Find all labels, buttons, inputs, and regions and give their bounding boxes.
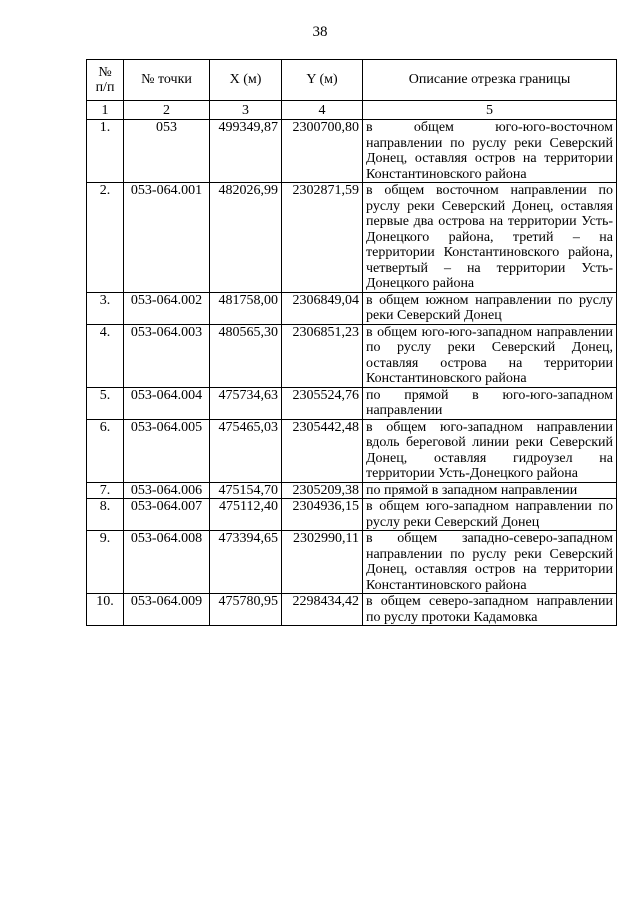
segment-description: в общем юго-юго-восточном направлении по руслу реки Северский Донец, оставляя остров на территории Константиновского района <box>363 120 617 183</box>
table-row <box>87 324 617 387</box>
table-row <box>87 120 617 183</box>
point-id: 053-064.009 <box>124 594 210 626</box>
x-coordinate: 475154,70 <box>210 482 282 499</box>
segment-description: в общем юго-юго-западном направлении по руслу реки Северский Донец, оставляя острова на территории Константиновского района <box>363 324 617 387</box>
x-coordinate: 481758,00 <box>210 292 282 324</box>
point-id: 053-064.008 <box>124 531 210 594</box>
row-number: 2. <box>87 183 124 293</box>
boundary-table <box>86 59 617 626</box>
x-coordinate: 499349,87 <box>210 120 282 183</box>
row-number: 4. <box>87 324 124 387</box>
point-id: 053-064.003 <box>124 324 210 387</box>
y-coordinate: 2302990,11 <box>282 531 363 594</box>
point-id: 053-064.007 <box>124 499 210 531</box>
table-row <box>87 183 617 293</box>
header-cell: № точки <box>124 60 210 101</box>
segment-description: в общем западно-северо-западном направлении по руслу реки Северский Донец, оставляя остров на территории Константиновского района <box>363 531 617 594</box>
point-id: 053 <box>124 120 210 183</box>
header-cell: Y (м) <box>282 60 363 101</box>
point-id: 053-064.005 <box>124 419 210 482</box>
point-id: 053-064.004 <box>124 387 210 419</box>
x-coordinate: 480565,30 <box>210 324 282 387</box>
x-coordinate: 473394,65 <box>210 531 282 594</box>
column-number-row <box>87 101 617 120</box>
segment-description: в общем юго-западном направлении по руслу реки Северский Донец <box>363 499 617 531</box>
column-number: 1 <box>87 101 124 120</box>
point-id: 053-064.006 <box>124 482 210 499</box>
y-coordinate: 2300700,80 <box>282 120 363 183</box>
segment-description: по прямой в западном направлении <box>363 482 617 499</box>
header-row <box>87 60 617 101</box>
page-number: 38 <box>312 24 328 40</box>
row-number: 10. <box>87 594 124 626</box>
column-number: 5 <box>363 101 617 120</box>
x-coordinate: 475734,63 <box>210 387 282 419</box>
row-number: 7. <box>87 482 124 499</box>
x-coordinate: 475112,40 <box>210 499 282 531</box>
column-number: 3 <box>210 101 282 120</box>
row-number: 6. <box>87 419 124 482</box>
point-id: 053-064.002 <box>124 292 210 324</box>
row-number: 1. <box>87 120 124 183</box>
row-number: 8. <box>87 499 124 531</box>
header-cell: № п/п <box>87 60 124 101</box>
table-row <box>87 531 617 594</box>
y-coordinate: 2305524,76 <box>282 387 363 419</box>
header-cell: Описание отрезка границы <box>363 60 617 101</box>
row-number: 9. <box>87 531 124 594</box>
y-coordinate: 2305442,48 <box>282 419 363 482</box>
y-coordinate: 2306851,23 <box>282 324 363 387</box>
row-number: 5. <box>87 387 124 419</box>
table-row <box>87 292 617 324</box>
y-coordinate: 2306849,04 <box>282 292 363 324</box>
table-row <box>87 419 617 482</box>
y-coordinate: 2305209,38 <box>282 482 363 499</box>
y-coordinate: 2302871,59 <box>282 183 363 293</box>
segment-description: в общем восточном направлении по руслу реки Северский Донец, оставляя первые два острова на территории Усть-Донецкого района, третий – на территории Константиновского района, четвертый – на территории Усть-Донецкого района <box>363 183 617 293</box>
table-row <box>87 482 617 499</box>
segment-description: в общем юго-западном направлении вдоль береговой линии реки Северский Донец, оставляя гидроузел на территории Усть-Донецкого района <box>363 419 617 482</box>
y-coordinate: 2298434,42 <box>282 594 363 626</box>
segment-description: в общем южном направлении по руслу реки Северский Донец <box>363 292 617 324</box>
segment-description: по прямой в юго-юго-западном направлении <box>363 387 617 419</box>
table-row <box>87 387 617 419</box>
row-number: 3. <box>87 292 124 324</box>
table-row <box>87 499 617 531</box>
segment-description: в общем северо-западном направлении по руслу протоки Кадамовка <box>363 594 617 626</box>
y-coordinate: 2304936,15 <box>282 499 363 531</box>
column-number: 2 <box>124 101 210 120</box>
point-id: 053-064.001 <box>124 183 210 293</box>
x-coordinate: 475780,95 <box>210 594 282 626</box>
x-coordinate: 482026,99 <box>210 183 282 293</box>
table-row <box>87 594 617 626</box>
x-coordinate: 475465,03 <box>210 419 282 482</box>
table-body <box>87 120 617 626</box>
column-number: 4 <box>282 101 363 120</box>
header-cell: X (м) <box>210 60 282 101</box>
